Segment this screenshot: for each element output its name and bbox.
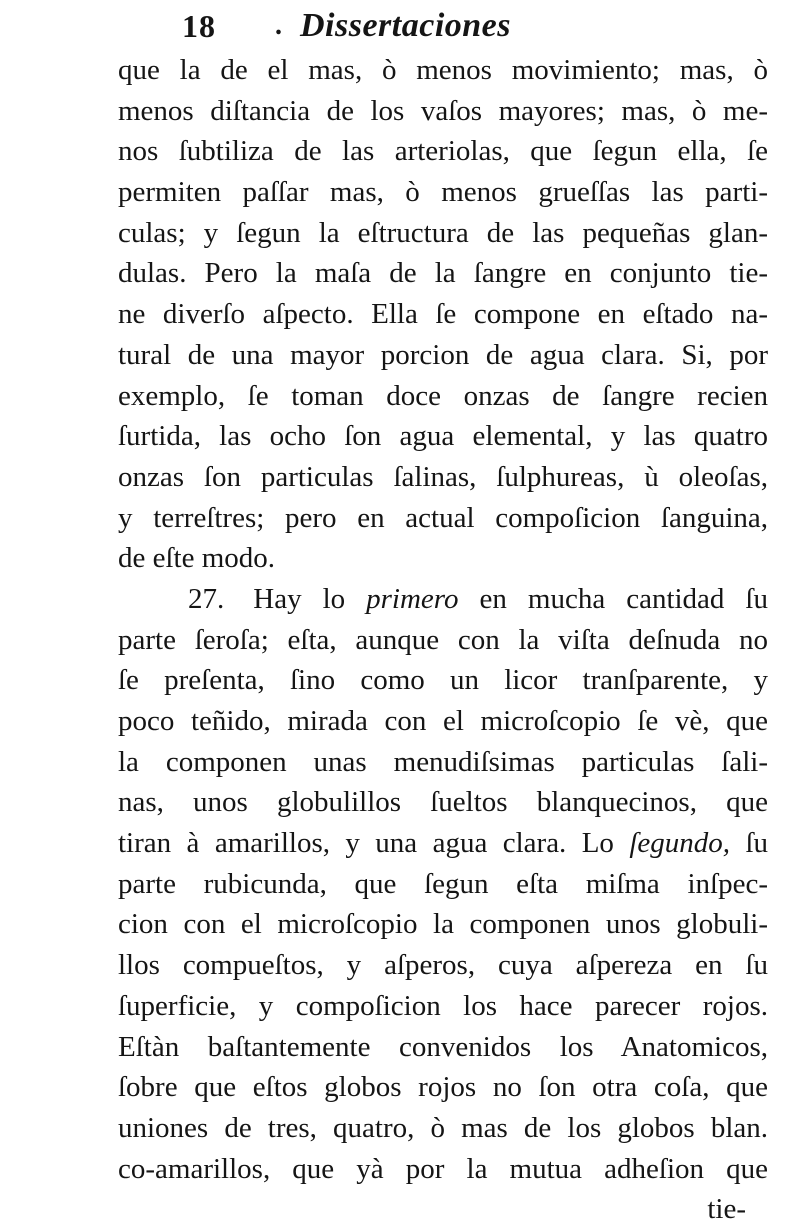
text-line: permiten paſſar mas, ò menos grueſſas las parti-	[118, 176, 768, 209]
text-line: ſe preſenta, ſino como un licor tranſparente, y	[118, 664, 768, 697]
italic-term: ſegundo,	[629, 827, 731, 860]
text-line: nas, unos globulillos ſueltos blanquecinos, que	[118, 786, 768, 819]
text-segment: Hay lo	[253, 582, 367, 615]
text-line: culas; y ſegun la eſtructura de las pequeñas glan-	[118, 216, 768, 249]
text-line: la componen unas menudiſsimas particulas ſali-	[118, 745, 768, 778]
text-line: ſuperficie, y compoſicion los hace parecer rojos.	[118, 989, 768, 1022]
text-line: parte ſeroſa; eſta, aunque con la viſta deſnuda no	[118, 623, 768, 656]
paragraph-start-line	[118, 579, 768, 620]
text-line: ſurtida, las ocho ſon agua elemental, y las quatro	[118, 420, 768, 453]
text-line: ſobre que eſtos globos rojos no ſon otra coſa, que	[118, 1071, 768, 1104]
running-title: Dissertaciones	[300, 7, 511, 44]
page-number: 18	[182, 8, 216, 44]
text-line: exemplo, ſe toman doce onzas de ſangre recien	[118, 379, 768, 412]
italic-term: primero	[366, 582, 459, 615]
text-segment: ſu	[730, 827, 768, 860]
text-line: ne diverſo aſpecto. Ella ſe compone en eſtado na-	[118, 298, 768, 331]
text-segment: en mucha cantidad ſu	[458, 582, 768, 615]
paragraph-number: 27.	[188, 582, 225, 615]
text-line: y terreſtres; pero en actual compoſicion ſanguina,	[118, 501, 768, 534]
body-text	[118, 50, 768, 1230]
text-line: menos diſtancia de los vaſos mayores; mas, ò me-	[118, 94, 768, 127]
text-line: dulas. Pero la maſa de la ſangre en conjunto tie-	[118, 257, 768, 290]
text-line: nos ſubtiliza de las arteriolas, que ſegun ella, ſe	[118, 135, 768, 168]
header-separator: .	[275, 10, 282, 41]
text-line: Eſtàn baſtantemente convenidos los Anatomicos,	[118, 1030, 768, 1063]
paragraph-end-line: de eſte modo.	[118, 542, 276, 575]
text-line: uniones de tres, quatro, ò mas de los globos blan.	[118, 1111, 768, 1144]
text-line	[118, 823, 768, 864]
text-line: cion con el microſcopio la componen unos globuli-	[118, 908, 768, 941]
catchword: tie-	[707, 1193, 746, 1226]
text-segment: tiran à amarillos, y una agua clara. Lo	[118, 827, 630, 860]
text-line: co-amarillos, que yà por la mutua adheſion que	[118, 1152, 768, 1185]
text-line: que la de el mas, ò menos movimiento; mas, ò	[118, 54, 768, 86]
text-line: llos compueſtos, y aſperos, cuya aſpereza en ſu	[118, 949, 768, 982]
text-line: tural de una mayor porcion de agua clara. Si, por	[118, 338, 768, 371]
text-line: parte rubicunda, que ſegun eſta miſma inſpec-	[118, 867, 768, 900]
text-line: onzas ſon particulas ſalinas, ſulphureas, ù oleoſas,	[118, 460, 768, 493]
text-line: poco teñido, mirada con el microſcopio ſe vè, que	[118, 705, 768, 737]
running-head	[0, 6, 800, 46]
